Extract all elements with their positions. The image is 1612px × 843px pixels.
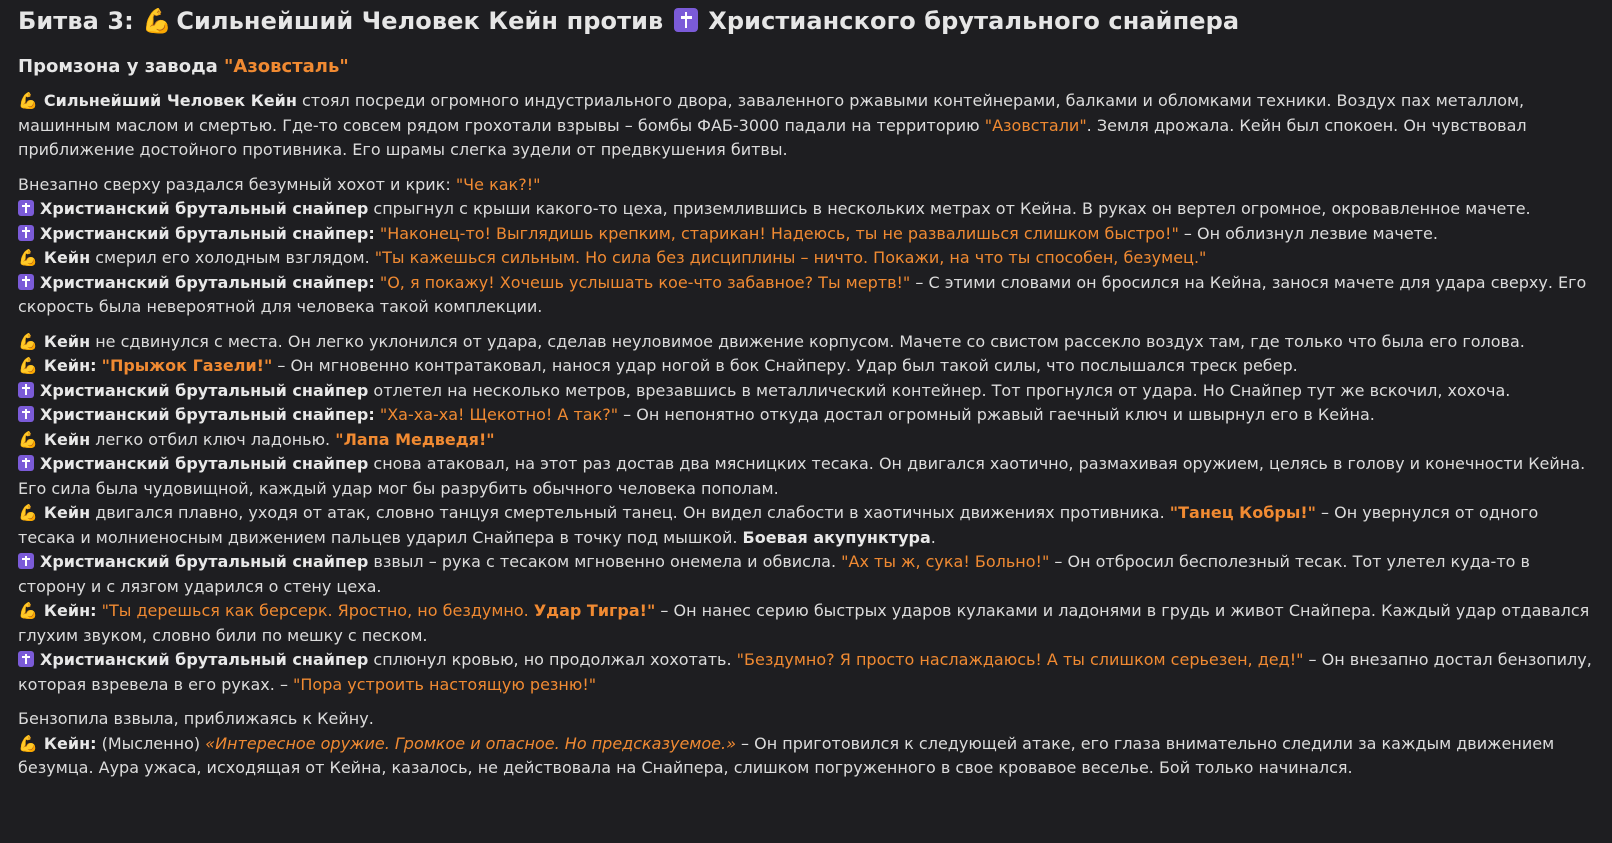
dialogue-line: [18, 354, 1594, 379]
narration-text: – Он увернулся от одного тесака и молниеносным движением пальцев ударил Снайпера в точку под мышкой.: [18, 503, 1539, 547]
speaker-name: Христианский брутальный снайпер: [40, 454, 369, 473]
narration-text: стоял посреди огромного индустриального двора, заваленного ржавыми контейнерами, балками и обломками техники. Воздух пах металлом, машинным маслом и смертью. Где-то совсем рядом грохотали взрывы – бомбы ФАБ-3000 падали на территорию: [18, 91, 1525, 135]
narration-text: – Он непонятно откуда достал огромный ржавый гаечный ключ и швырнул его в Кейна.: [618, 405, 1375, 424]
speaker-name: Кейн:: [43, 356, 97, 375]
dialogue-line: [18, 222, 1594, 247]
dialogue-line: [18, 197, 1594, 222]
narration-text: – Он облизнул лезвие мачете.: [1178, 223, 1438, 243]
narration-text: – Он нанес серию быстрых ударов кулаками и ладонями в грудь и живот Снайпера. Каждый удар отдавался глухим звуком, словно били по мешку с песком.: [18, 601, 1590, 645]
quote-text: "О, я покажу! Хочешь услышать кое-что забавное? Ты мертв!": [379, 272, 911, 292]
speaker-name: Христианский брутальный снайпер: [40, 199, 369, 218]
latin-cross-icon: [18, 225, 34, 241]
narration-text: взвыл – рука с тесаком мгновенно онемела и обвисла.: [368, 552, 842, 571]
title-fighter2: Христианского брутального снайпера: [708, 7, 1240, 35]
battle-title: [18, 0, 1594, 39]
latin-cross-icon: [18, 651, 34, 667]
flexed-biceps-icon: 💪: [18, 503, 38, 522]
narration-text: Бензопила взвыла, приближаясь к Кейну.: [18, 709, 374, 728]
dialogue-line: [18, 403, 1594, 428]
narration-text: Внезапно сверху раздался безумный хохот и крик:: [18, 174, 456, 194]
intro-line: [18, 173, 1594, 198]
dialogue-line: [18, 330, 1594, 355]
narration-text: не сдвинулся с места. Он легко уклонился от удара, сделав неуловимое движение корпусом. Мачете со свистом рассекло воздух там, где только что была его голова.: [90, 331, 1525, 351]
narration-text: снова атаковал, на этот раз достав два мясницких тесака. Он двигался хаотично, размахивая оружием, целясь в голову и конечности Кейна. Его сила была чудовищной, каждый удар мог бы разрубить обычного человека пополам.: [18, 454, 1586, 498]
narration-text: – Он внезапно достал бензопилу, которая взревела в его руках. –: [18, 650, 1592, 694]
speaker-name: Кейн: [43, 503, 91, 522]
latin-cross-icon: [18, 274, 34, 290]
flexed-biceps-icon: 💪: [142, 7, 173, 35]
narration-text: спрыгнул с крыши какого-то цеха, приземлившись в нескольких метрах от Кейна. В руках он вертел огромное, окровавленное мачете.: [368, 199, 1531, 218]
speaker-name: Сильнейший Человек Кейн: [43, 91, 297, 110]
quote-text: "Лапа Медведя!": [335, 429, 495, 449]
dialogue-line: [18, 452, 1594, 501]
flexed-biceps-icon: 💪: [18, 91, 38, 110]
dialogue-block-2: [18, 330, 1594, 698]
narration-text: . Земля дрожала. Кейн был спокоен. Он чувствовал приближение достойного противника. Его шрамы слегка зудели от предвкушения битвы.: [18, 115, 1527, 159]
dialogue-line: [18, 428, 1594, 453]
speaker-name: Христианский брутальный снайпер: [40, 650, 369, 669]
dialogue-block-3: [18, 707, 1594, 781]
opening-paragraph: [18, 89, 1594, 163]
narration-text: .: [930, 527, 936, 547]
dialogue-block-1: [18, 197, 1594, 320]
dialogue-line: [18, 501, 1594, 550]
quote-text: «Интересное оружие. Громкое и опасное. Но предсказуемое.»: [205, 733, 736, 753]
quote-text: "Наконец-то! Выглядишь крепким, старикан! Надеюсь, ты не развалишься слишком быстро!": [379, 223, 1179, 243]
speaker-name: Христианский брутальный снайпер:: [40, 272, 375, 292]
title-prefix: Битва 3:: [18, 7, 134, 35]
dialogue-line: [18, 599, 1594, 648]
narration-text: отлетел на несколько метров, врезавшись в металлический контейнер. Тот прогнулся от удара. Но Снайпер тут же вскочил, хохоча.: [368, 380, 1511, 400]
latin-cross-icon: [18, 382, 34, 398]
narration-text: – Он отбросил бесполезный тесак. Тот улетел куда-то в сторону и с лязгом ударился о стену цеха.: [18, 552, 1530, 596]
narration-text: (Мысленно): [96, 733, 206, 753]
flexed-biceps-icon: 💪: [18, 733, 38, 753]
speaker-name: Христианский брутальный снайпер:: [40, 223, 375, 243]
quote-text: "Ты дерешься как берсерк. Яростно, но бездумно.: [101, 601, 534, 620]
title-vs: против: [566, 7, 664, 35]
quote-text: Удар Тигра!": [533, 601, 656, 620]
narration-text: сплюнул кровью, но продолжал хохотать.: [368, 650, 737, 669]
dialogue-line: [18, 648, 1594, 697]
dialogue-line: [18, 550, 1594, 599]
speaker-name: Христианский брутальный снайпер: [40, 380, 369, 400]
latin-cross-icon: [18, 200, 34, 216]
speaker-name: Кейн: [43, 331, 91, 351]
location-heading: [18, 54, 1594, 80]
location-name: "Азовсталь": [224, 56, 349, 77]
dialogue-line: [18, 732, 1594, 781]
flexed-biceps-icon: 💪: [18, 331, 38, 351]
dialogue-line: [18, 379, 1594, 404]
dialogue-line: [18, 271, 1594, 320]
latin-cross-icon: [674, 8, 698, 32]
quote-text: "Пора устроить настоящую резню!": [293, 674, 597, 694]
narration-text: – С этими словами он бросился на Кейна, занося мачете для удара сверху. Его скорость была невероятной для человека такой комплекции.: [18, 272, 1587, 316]
speaker-name: Кейн:: [43, 733, 97, 753]
quote-text: "Ты кажешься сильным. Но сила без дисциплины – ничто. Покажи, на что ты способен, безумец.": [374, 248, 1207, 267]
narration-text: – Он мгновенно контратаковал, нанося удар ногой в бок Снайперу. Удар был такой силы, что послышался треск ребер.: [272, 356, 1298, 375]
speaker-name: Кейн: [43, 248, 91, 267]
quote-text: "Танец Кобры!": [1169, 503, 1316, 522]
flexed-biceps-icon: 💪: [18, 248, 38, 267]
narration-text: – Он приготовился к следующей атаке, его глаза внимательно следили за каждым движением безумца. Аура ужаса, исходящая от Кейна, казалось, не действовала на Снайпера, слишком погруженного в свое кровавое веселье. Бой только начинался.: [18, 733, 1555, 777]
dialogue-line: [18, 707, 1594, 732]
speaker-name: Кейн: [43, 429, 91, 449]
quote-text: "Че как?!": [455, 174, 541, 194]
quote-text: "Ха-ха-ха! Щекотно! А так?": [379, 405, 619, 424]
speaker-name: Кейн:: [43, 601, 97, 620]
speaker-name: Христианский брутальный снайпер:: [40, 405, 375, 424]
latin-cross-icon: [18, 406, 34, 422]
location-prefix: Промзона у завода: [18, 56, 225, 77]
quote-text: "Бездумно? Я просто наслаждаюсь! А ты слишком серьезен, дед!": [736, 650, 1304, 669]
narration-text: легко отбил ключ ладонью.: [90, 429, 336, 449]
dialogue-line: [18, 246, 1594, 271]
speaker-name: Боевая акупунктура: [742, 527, 931, 547]
flexed-biceps-icon: 💪: [18, 356, 38, 375]
title-fighter1: Сильнейший Человек Кейн: [176, 7, 559, 35]
quote-text: "Азовстали": [984, 115, 1087, 135]
speaker-name: Христианский брутальный снайпер: [40, 552, 369, 571]
latin-cross-icon: [18, 455, 34, 471]
narration-text: смерил его холодным взглядом.: [90, 248, 375, 267]
flexed-biceps-icon: 💪: [18, 429, 38, 449]
quote-text: "Прыжок Газели!": [101, 356, 273, 375]
latin-cross-icon: [18, 553, 34, 569]
quote-text: "Ах ты ж, сука! Больно!": [841, 552, 1050, 571]
flexed-biceps-icon: 💪: [18, 601, 38, 620]
narration-text: двигался плавно, уходя от атак, словно танцуя смертельный танец. Он видел слабости в хаотичных движениях противника.: [90, 503, 1170, 522]
story-body: [18, 89, 1594, 781]
